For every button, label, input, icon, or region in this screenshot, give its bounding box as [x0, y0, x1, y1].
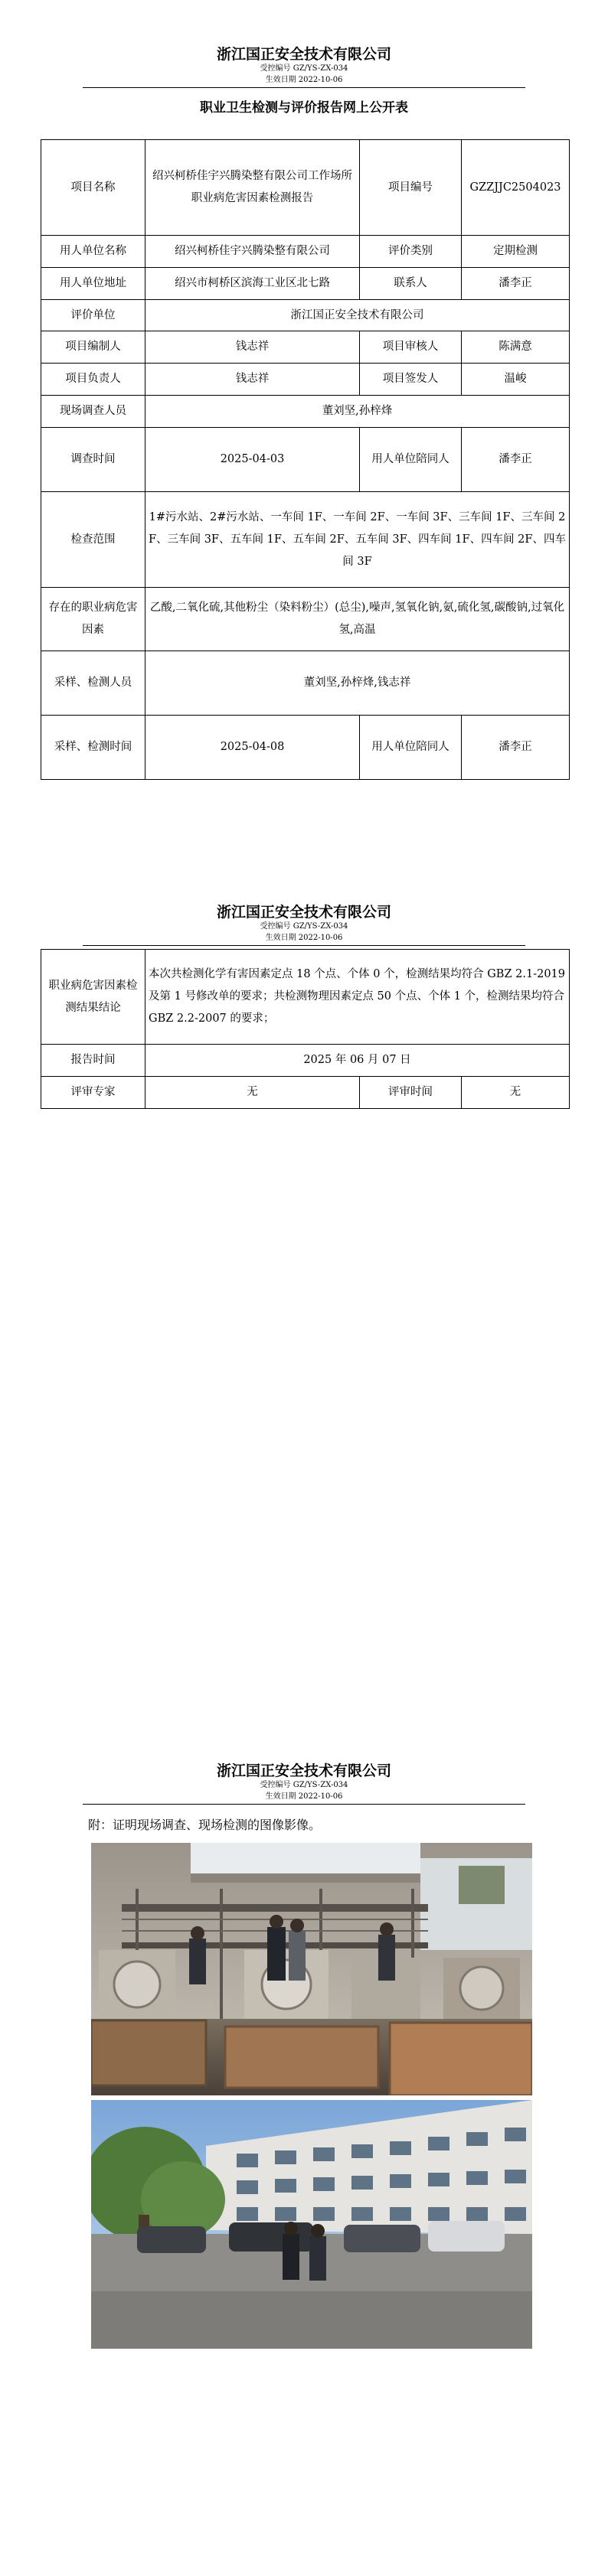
- effective-date: 生效日期 2022-10-06: [265, 934, 343, 942]
- value-report-time: 2025 年 06 月 07 日: [145, 1045, 570, 1077]
- site-survey-photo-exterior: [91, 2100, 532, 2349]
- value-sampler: 董刘坚,孙梓烽,钱志祥: [145, 651, 570, 716]
- value-surveyor: 董刘坚,孙梓烽: [145, 396, 570, 428]
- label-expert: 评审专家: [41, 1077, 145, 1109]
- value-issuer: 温峻: [462, 364, 570, 396]
- value-reviewer: 陈满意: [462, 331, 570, 364]
- effective-date: 生效日期 2022-10-06: [265, 1792, 343, 1801]
- label-scope: 检查范围: [41, 492, 145, 588]
- label-accompany-2: 用人单位陪同人: [360, 716, 462, 780]
- company-name: 浙江国正安全技术有限公司: [216, 1762, 391, 1779]
- label-issuer: 项目签发人: [360, 364, 462, 396]
- site-survey-photo-interior: [91, 1843, 532, 2095]
- value-hazard: 乙酸,二氧化硫,其他粉尘（染料粉尘）(总尘),噪声,氢氧化钠,氨,硫化氢,碳酸钠,过氧化氢,高温: [145, 588, 570, 651]
- value-project-no: GZZJJC2504023: [462, 140, 570, 236]
- value-survey-time: 2025-04-03: [145, 428, 360, 492]
- label-eval-unit: 评价单位: [41, 300, 145, 331]
- label-survey-time: 调查时间: [41, 428, 145, 492]
- value-accompany-2: 潘李正: [462, 716, 570, 780]
- value-compiler: 钱志祥: [145, 331, 360, 364]
- value-expert: 无: [145, 1077, 360, 1109]
- header-rule: [83, 1804, 525, 1805]
- label-surveyor: 现场调查人员: [41, 396, 145, 428]
- label-eval-type: 评价类别: [360, 236, 462, 268]
- value-sample-time: 2025-04-08: [145, 716, 360, 780]
- value-accompany: 潘李正: [462, 428, 570, 492]
- label-accompany: 用人单位陪同人: [360, 428, 462, 492]
- value-address: 绍兴市柯桥区滨海工业区北七路: [145, 268, 360, 300]
- effective-date: 生效日期 2022-10-06: [265, 76, 343, 84]
- control-number: 受控编号 GZ/YS-ZX-034: [260, 64, 348, 73]
- label-conclusion: 职业病危害因素检测结果结论: [41, 950, 145, 1045]
- label-review-time: 评审时间: [360, 1077, 462, 1109]
- header-rule: [83, 945, 525, 946]
- value-review-time: 无: [462, 1077, 570, 1109]
- value-eval-unit: 浙江国正安全技术有限公司: [145, 300, 570, 331]
- label-leader: 项目负责人: [41, 364, 145, 396]
- label-address: 用人单位地址: [41, 268, 145, 300]
- appendix-caption: 附：证明现场调查、现场检测的图像影像。: [88, 1818, 322, 1832]
- label-contact: 联系人: [360, 268, 462, 300]
- value-project-name: 绍兴柯桥佳宇兴腾染整有限公司工作场所职业病危害因素检测报告: [145, 140, 360, 236]
- value-contact: 潘李正: [462, 268, 570, 300]
- company-name: 浙江国正安全技术有限公司: [216, 46, 391, 63]
- company-name: 浙江国正安全技术有限公司: [216, 904, 391, 921]
- control-number: 受控编号 GZ/YS-ZX-034: [260, 922, 348, 931]
- value-conclusion: 本次共检测化学有害因素定点 18 个点、个体 0 个，检测结果均符合 GBZ 2.1-2019 及第 1 号修改单的要求；共检测物理因素定点 50 个点、个体 1 个，检测结果均符合 GBZ 2.2-2007 的要求；: [145, 950, 570, 1045]
- label-employer: 用人单位名称: [41, 236, 145, 268]
- value-scope: 1#污水站、2#污水站、一车间 1F、一车间 2F、一车间 3F、三车间 1F、三车间 2F、三车间 3F、五车间 1F、五车间 2F、五车间 3F、四车间 1F、四车间 2F、四车间 3F: [145, 492, 570, 588]
- label-sampler: 采样、检测人员: [41, 651, 145, 716]
- label-report-time: 报告时间: [41, 1045, 145, 1077]
- label-sample-time: 采样、检测时间: [41, 716, 145, 780]
- label-compiler: 项目编制人: [41, 331, 145, 364]
- label-reviewer: 项目审核人: [360, 331, 462, 364]
- page-title: 职业卫生检测与评价报告网上公开表: [200, 100, 408, 116]
- value-employer: 绍兴柯桥佳宇兴腾染整有限公司: [145, 236, 360, 268]
- value-leader: 钱志祥: [145, 364, 360, 396]
- header-rule: [83, 87, 525, 88]
- control-number: 受控编号 GZ/YS-ZX-034: [260, 1781, 348, 1789]
- conclusion-table: [41, 949, 570, 1109]
- disclosure-table: [41, 139, 570, 780]
- value-eval-type: 定期检测: [462, 236, 570, 268]
- label-project-name: 项目名称: [41, 140, 145, 236]
- label-hazard: 存在的职业病危害因素: [41, 588, 145, 651]
- label-project-no: 项目编号: [360, 140, 462, 236]
